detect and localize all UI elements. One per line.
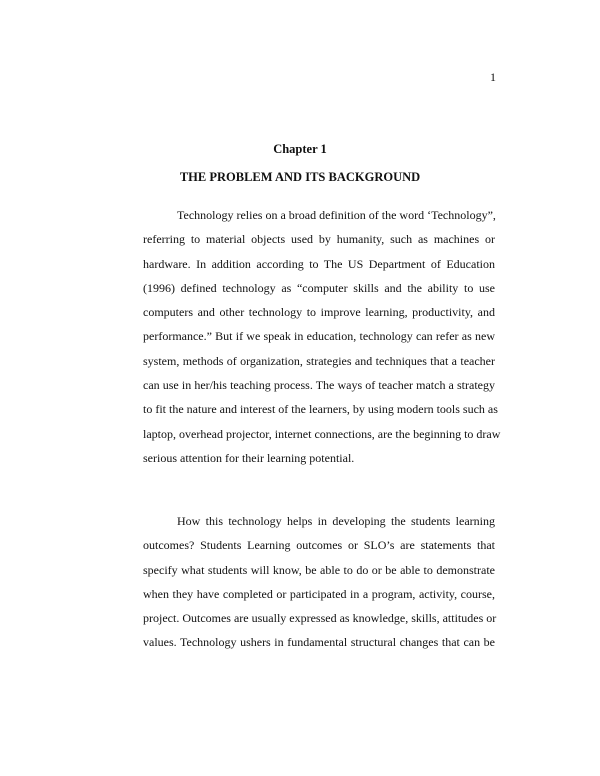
paragraph-line: laptop, overhead projector, internet connections, are the beginning to draw: [143, 426, 501, 441]
paragraph-line: values. Technology ushers in fundamental structural changes that can be: [143, 635, 495, 650]
chapter-label: Chapter 1: [273, 142, 327, 156]
paragraph-line: How this technology helps in developing the students learning: [177, 514, 495, 528]
paragraph-line: specify what students will know, be able to do or be able to demonstrate: [143, 562, 495, 577]
paragraph-line: outcomes? Students Learning outcomes or SLO’s are statements that: [143, 538, 495, 553]
paragraph-line: hardware. In addition according to The US Department of Education: [143, 256, 495, 271]
paragraph-line: Technology relies on a broad definition of the word ‘Technology”,: [177, 208, 496, 222]
paragraph-1: [143, 208, 501, 475]
page-number: 1: [490, 70, 496, 84]
paragraph-line: (1996) defined technology as “computer skills and the ability to use: [143, 280, 495, 295]
paragraph-line: when they have completed or participated in a program, activity, course,: [143, 586, 495, 601]
paragraph-line: computers and other technology to improve learning, productivity, and: [143, 305, 495, 320]
paragraph-2: [143, 514, 495, 660]
paragraph-line: can use in her/his teaching process. The ways of teacher match a strategy: [143, 378, 495, 393]
paragraph-line: project. Outcomes are usually expressed as knowledge, skills, attitudes or: [143, 611, 497, 626]
chapter-title: THE PROBLEM AND ITS BACKGROUND: [179, 170, 421, 184]
paragraph-line: to fit the nature and interest of the learners, by using modern tools such as: [143, 402, 498, 417]
paragraph-line: serious attention for their learning potential.: [143, 450, 355, 465]
paragraph-line: referring to material objects used by humanity, such as machines or: [143, 232, 495, 247]
paragraph-line: performance.” But if we speak in education, technology can refer as new: [143, 329, 495, 344]
paragraph-line: system, methods of organization, strategies and techniques that a teacher: [143, 353, 495, 368]
